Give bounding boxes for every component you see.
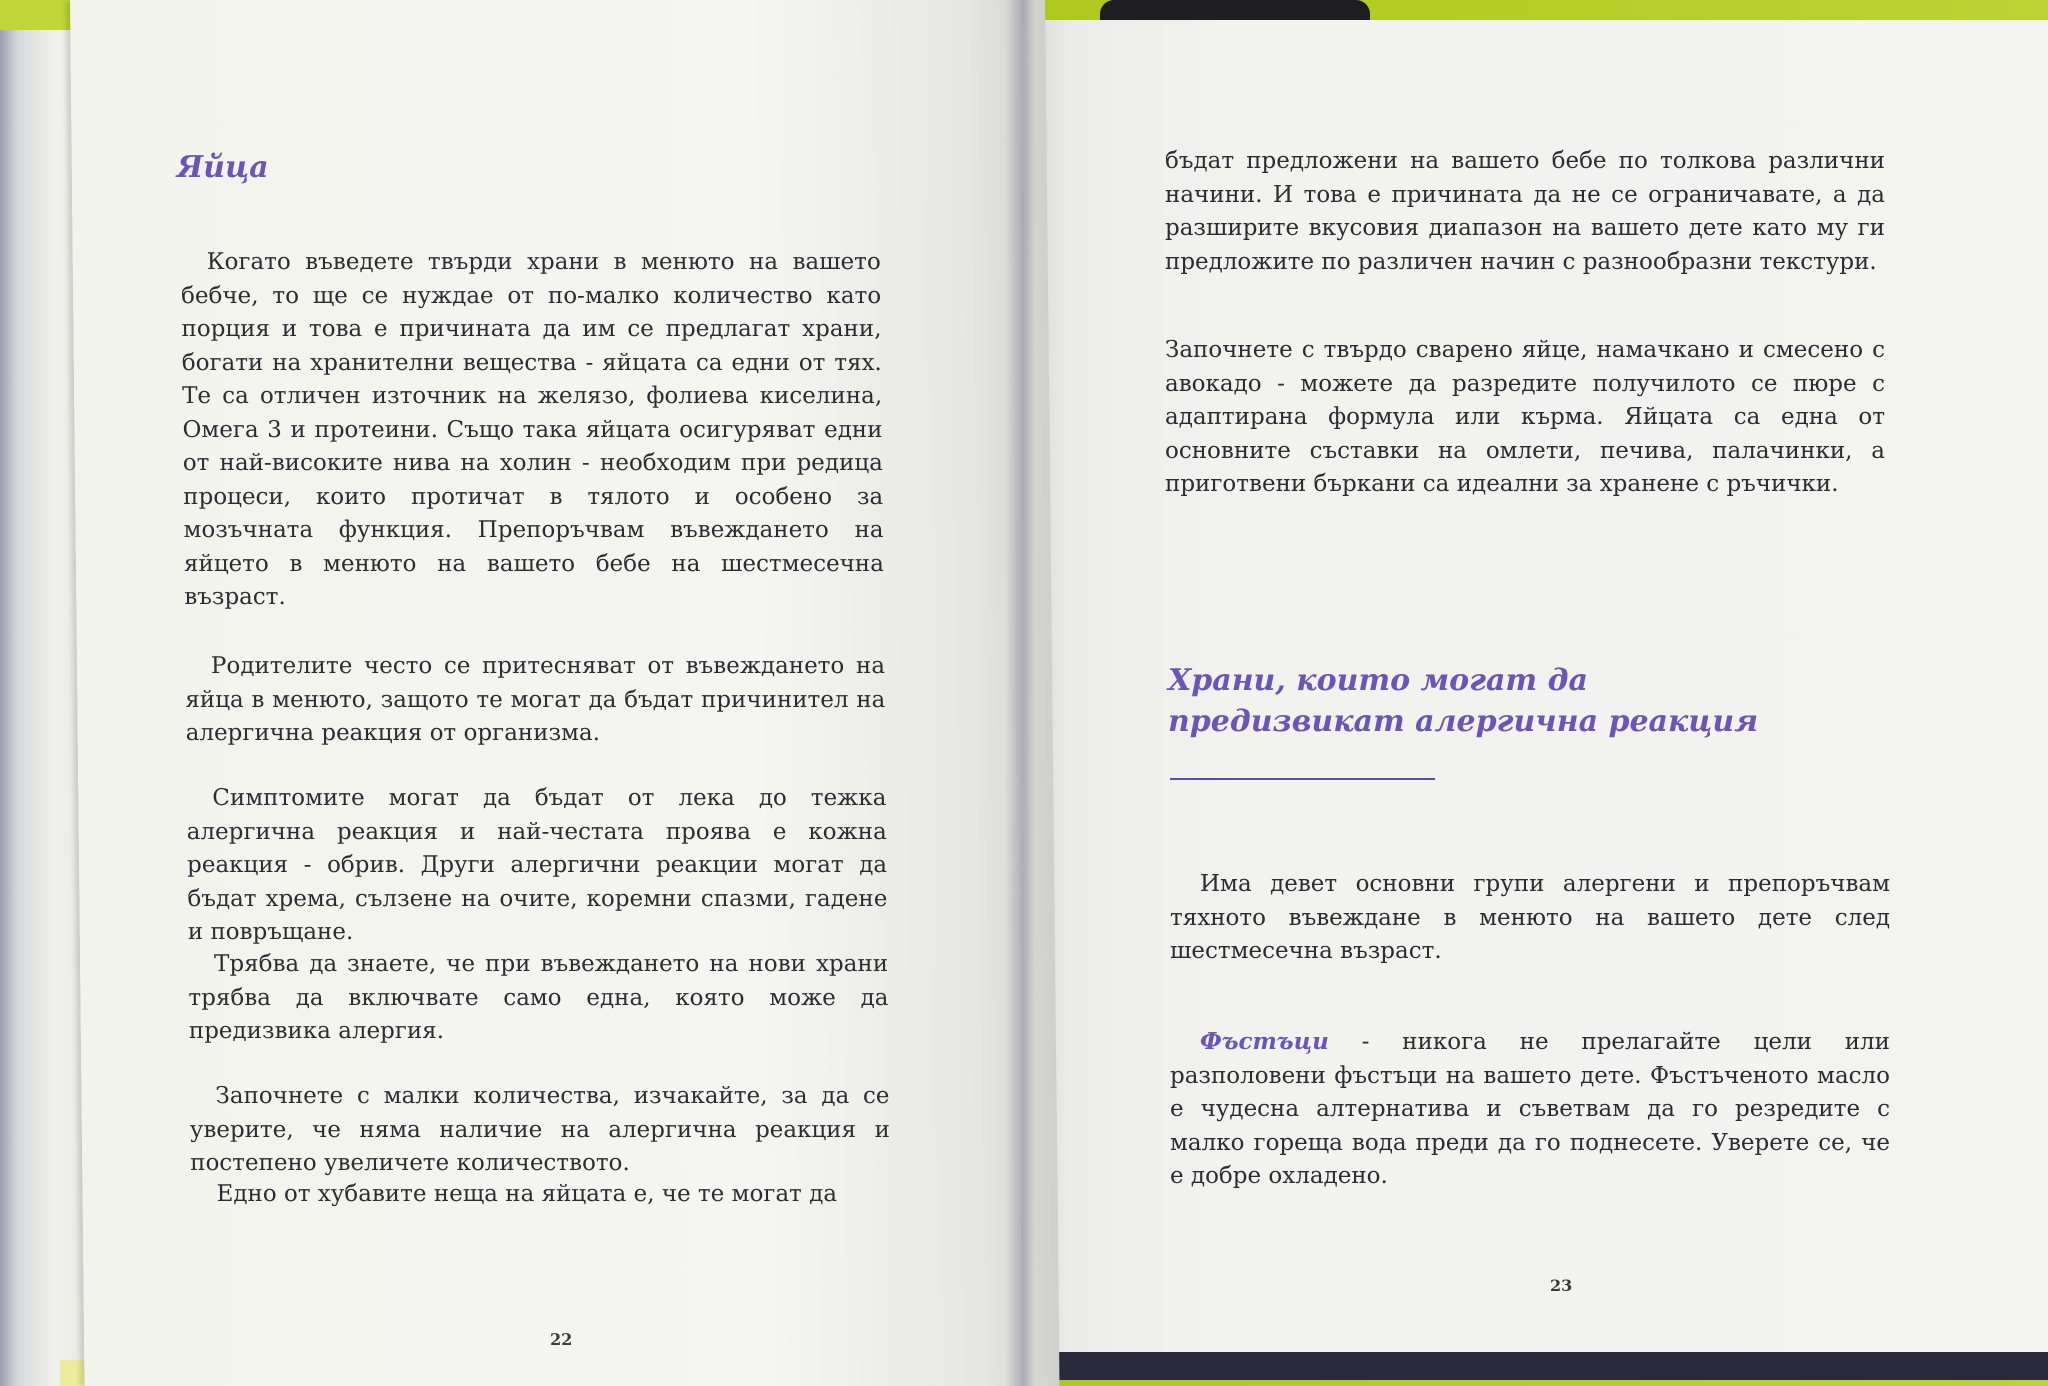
peanuts-label: Фъстъци <box>1200 1028 1329 1055</box>
book-spine-shadow <box>1005 0 1035 1386</box>
right-paragraph-1: бъдат предложени на вашето бебе по толкова различни начини. И това е причината да не се ограничавате, а да разширите вкусовия диапазон на вашето дете като му ги предложите по различен начин с разнообразни текстури. <box>1165 148 1885 275</box>
left-paragraph-6: Едно от хубавите неща на яйцата е, че те могат да <box>216 1181 838 1207</box>
left-paragraph-3: Симптомите могат да бъдат от лека до тежка алергична реакция и най-честата проява е кожна реакция - обрив. Други алергични реакции могат да бъдат хрема, сълзене на очите, коремни спазми, гадене и повръщане. <box>186 785 888 945</box>
allergy-heading <box>1168 660 1888 742</box>
peanuts-paragraph <box>1170 1025 1890 1194</box>
page-number-right: 23 <box>1550 1276 1573 1295</box>
right-page <box>1030 20 2048 1352</box>
allergy-heading-line-2: предизвикат алергична реакция <box>1168 704 1759 739</box>
left-paragraph-1: Когато въведете твърди храни в менюто на вашето бебче, то ще се нуждае от по-малко количество като порция и това е причината да им се предлагат храни, богати на хранителни вещества - яйцата са едни от тях. Те са отличен източник на желязо, фолиева киселина, Омега 3 и протеини. Също така яйцата осигуряват едни от най-високите нива на холин - необходим при редица процеси, които протичат в тялото и особено за мозъчната функция. Препоръчвам въвеждането на яйцето в менюто на вашето бебе на шестмесечна възраст. <box>180 249 885 610</box>
left-page <box>70 0 1060 1386</box>
left-paragraph-5: Започнете с малки количества, изчакайте, за да се уверите, че няма наличие на алергична реакция и постепено увеличете количеството. <box>189 1083 890 1176</box>
allergens-intro: Има девет основни групи алергени и препоръчвам тяхното въвеждане в менюто на вашето дете след шестмесечна възраст. <box>1170 871 1890 964</box>
page-number-left: 22 <box>549 1330 573 1349</box>
allergy-heading-line-1: Храни, които могат да <box>1168 663 1588 698</box>
heading-underline <box>1170 778 1435 780</box>
peanuts-text: - никога не прелагайте цели или разполовени фъстъци на вашето дете. Фъстъченото масло е чудесна алтернатива и съветвам да го резредите с малко гореща вода преди да го поднесете. Уверете се, че е добре охладено. <box>1170 1029 1890 1189</box>
right-paragraph-2: Започнете с твърдо сварено яйце, намачкано и смесено с авокадо - можете да разредите получилото се пюре с адаптирана формула или кърма. Яйцата са една от основните съставки на омлети, печива, палачинки, а приготвени бъркани са идеални за хранене с ръчички. <box>1165 337 1885 497</box>
eggs-heading: Яйца <box>176 150 269 185</box>
left-paragraph-2: Родителите често се притесняват от въвеждането на яйца в менюто, защото те могат да бъдат причинител на алергична реакция от организма. <box>185 653 886 746</box>
left-paragraph-4: Трябва да знаете, че при въвеждането на нови храни трябва да включвате само една, която може да предизвика алергия. <box>188 951 889 1044</box>
